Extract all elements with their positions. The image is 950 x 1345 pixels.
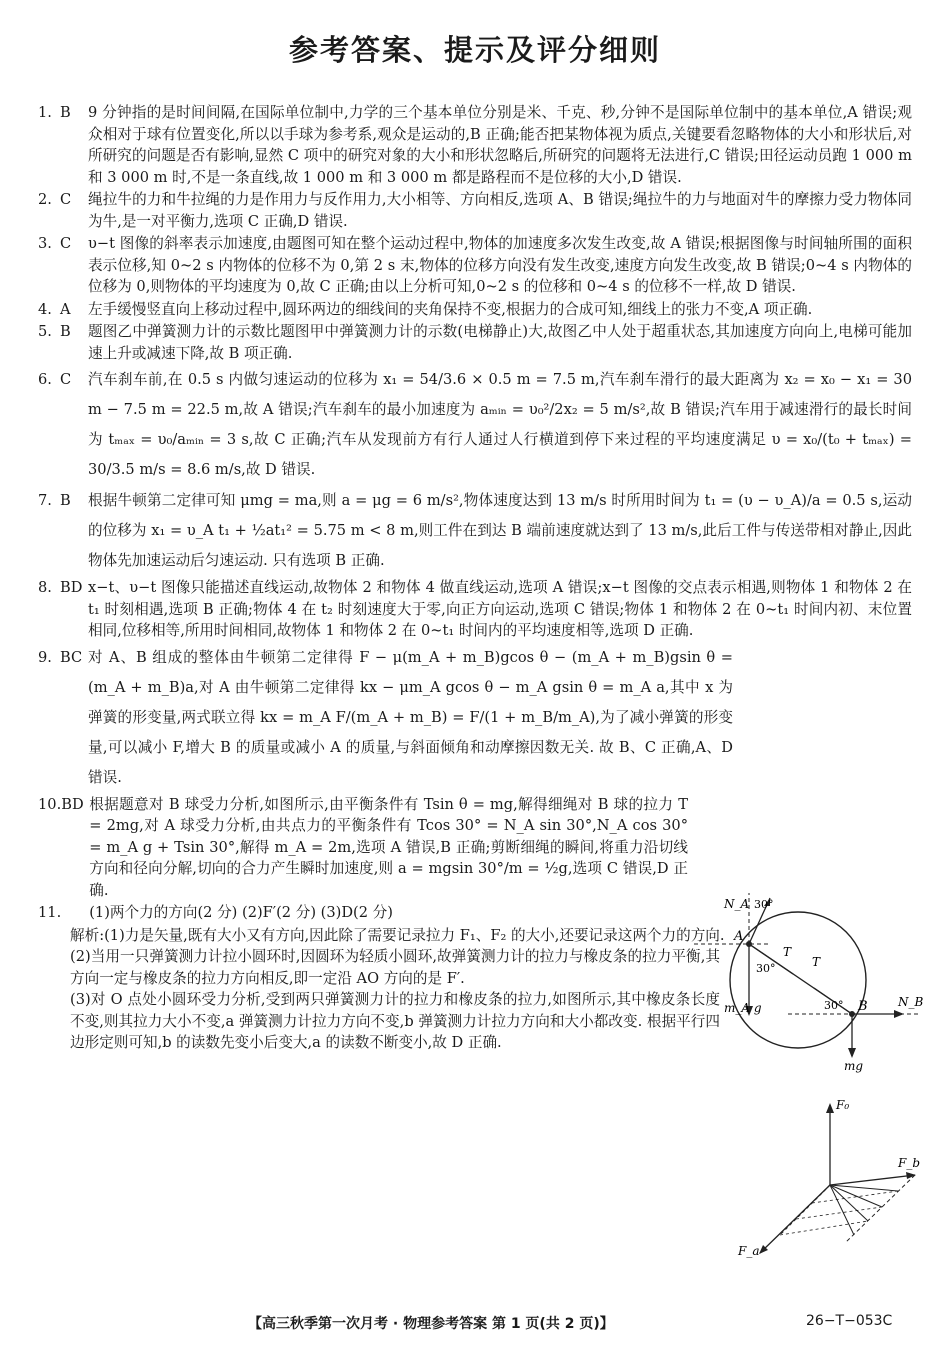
item-number: 1. bbox=[38, 104, 52, 121]
footer-code: 26−T−053C bbox=[806, 1313, 893, 1329]
item-answer: A bbox=[60, 300, 71, 318]
fb-variant-2 bbox=[830, 1185, 882, 1207]
mg-arrowhead bbox=[848, 1048, 856, 1058]
label-fb: F_b bbox=[898, 1156, 921, 1170]
label-b: B bbox=[858, 999, 868, 1014]
point-a bbox=[746, 941, 752, 947]
q11-analysis-3: (3)对 O 点处小圆环受力分析,受到两只弹簧测力计的拉力和橡皮条的拉力,如图所示,其中橡皮条长度不变,则其拉力大小不变,a 弹簧测力计拉力方向不变,b 弹簧测力计拉力方向和大小都改变. 根据平行四边形定则可知,b 的读数先变小后变大,a 的读数不断变小,故 D 正确. bbox=[70, 991, 720, 1051]
item-number: 10. bbox=[38, 795, 62, 813]
label-fa: F_a bbox=[738, 1244, 760, 1258]
fb-arrow bbox=[830, 1175, 915, 1185]
answer-item-6 bbox=[38, 365, 912, 485]
label-angle-top: 30° bbox=[754, 898, 774, 911]
item-explanation: 对 A、B 组成的整体由牛顿第二定律得 F − μ(m_A + m_B)gcos θ − (m_A + m_B)gsin θ = (m_A + m_B)a,对 A 由牛顿第二定律得 kx − μm_A gcos θ − m_A gsin θ = m_A a,其中 x 为弹簧的形变量,两式联立得 kx = m_A F/(m_A + m_B) = F/(1 + m_B/m_A),为了减小弹簧的形变量,可以减小 F,增大 B 的质量或减小 A 的质量,与斜面倾角和动摩擦因数无关. 故 B、C 正确,A、D 错误. bbox=[88, 648, 733, 786]
figure-q10-svg bbox=[688, 888, 924, 1073]
label-mag: m_A g bbox=[724, 1001, 762, 1015]
item-explanation: υ−t 图像的斜率表示加速度,由题图可知在整个运动过程中,物体的加速度多次发生改变,故 A 错误;根据图像与时间轴所围的面积表示位移,知 0~2 s 内物体的位移不为 0,第 2 s 末,物体的位移方向没有发生改变,速度方向发生改变,故 B 错误;0~4 s 内物体的位移为 0,则物体的平均速度为 0,故 C 正确;由以上分析可知,0~2 s 的位移和 0~4 s 的位移不一样,故 D 错误. bbox=[88, 235, 912, 295]
label-a: A bbox=[734, 929, 744, 944]
item-explanation: 题图乙中弹簧测力计的示数比题图甲中弹簧测力计的示数(电梯静止)大,故图乙中人处于超重状态,其加速度方向向上,电梯可能加速上升或减速下降,故 B 项正确. bbox=[88, 323, 912, 362]
item-answer: C bbox=[60, 371, 72, 388]
page-title: 参考答案、提示及评分细则 bbox=[288, 33, 661, 67]
item-number: 9. bbox=[38, 648, 52, 666]
item-number: 4. bbox=[38, 300, 52, 318]
item-answer: BD bbox=[60, 579, 83, 596]
dash-1 bbox=[812, 1191, 898, 1203]
item-explanation: 9 分钟指的是时间间隔,在国际单位制中,力学的三个基本单位分别是米、千克、秒,分钟不是国际单位制中的基本单位,A 错误;观众相对于球有位置变化,所以以手球为参考系,观众是运动的,B 正确;能否把某物体视为质点,关键要看忽略物体的大小和形状后,对所研究的问题是否有影响,显然 C 项中的研究对象的大小和形状忽略后,所研究的问题将无法进行,C 错误;田径运动员跑 1 000 m 和 3 000 m 时,不是一条直线,故 1 000 m 和 3 000 m 都是路程而不是位移的大小,D 错误. bbox=[88, 104, 912, 186]
label-angle-b: 30° bbox=[824, 999, 844, 1012]
item-explanation: 汽车刹车前,在 0.5 s 内做匀速运动的位移为 x₁ = 54/3.6 × 0.5 m = 7.5 m,汽车刹车滑行的最大距离为 x₂ = x₀ − x₁ = 30 m − 7.5 m = 22.5 m,故 A 错误;汽车刹车的最小加速度为 aₘᵢₙ = υ₀²/2x₂ = 5 m/s²,故 B 错误;汽车用于减速滑行的最长时间为 tₘₐₓ = υ₀/aₘᵢₙ = 3 s,故 C 正确;汽车从发现前方有行人通过人行横道到停下来过程的平均速度满足 υ = x₀/(t₀ + tₘₐₓ) = 30/3.5 m/s = 8.6 m/s,故 D 错误. bbox=[88, 371, 912, 478]
answer-item-1 bbox=[38, 102, 912, 188]
item-explanation: 左手缓慢竖直向上移动过程中,圆环两边的细线间的夹角保持不变,根据力的合成可知,细线上的张力不变,A 项正确. bbox=[88, 300, 813, 318]
item-number: 5. bbox=[38, 323, 52, 340]
item-explanation: x−t、υ−t 图像只能描述直线运动,故物体 2 和物体 4 做直线运动,选项 A 错误;x−t 图像的交点表示相遇,则物体 1 和物体 2 在 t₁ 时刻相遇,选项 B 正确;物体 4 在 t₂ 时刻速度大于零,向正方向运动,选项 C 错误;物体 1 和物体 2 在 0~t₁ 时间内初、末位置相同,位移相等,所用时间相同,故物体 1 和物体 2 在 0~t₁ 时间内的平均速度相等,选项 D 正确. bbox=[88, 579, 912, 639]
item-explanation: 根据题意对 B 球受力分析,如图所示,由平衡条件有 Tsin θ = mg,解得细绳对 B 球的拉力 T = 2mg,对 A 球受力分析,由共点力的平衡条件有 Tcos 30° = N_A sin 30°,N_A cos 30° = m_A g + Tsin 30°,解得 m_A = 2m,选项 A 错误,B 正确;剪断细绳的瞬间,将重力沿切线方向和径向分解,切向的合力产生瞬时加速度,则 a = mgsin 30°/m = ½g,选项 C 错误,D 正确. bbox=[89, 795, 688, 899]
item-answer: C bbox=[60, 235, 72, 252]
point-b bbox=[849, 1011, 855, 1017]
label-mg: mg bbox=[844, 1059, 864, 1073]
dash-3 bbox=[780, 1221, 868, 1235]
item-explanation: 根据牛顿第二定律可知 μmg = ma,则 a = μg = 6 m/s²,物体速度达到 13 m/s 时所用时间为 t₁ = (υ − υ_A)/a = 0.5 s,运动的位移为 x₁ = υ_A t₁ + ½at₁² = 5.75 m < 8 m,则工件在到达 B 端前速度就达到了 13 m/s,此后工件与传送带相对静止,因此物体先加速运动后匀速运动. 只有选项 B 正确. bbox=[88, 492, 912, 569]
item-explanation: (1)两个力的方向(2 分) (2)F′(2 分) (3)D(2 分) bbox=[89, 904, 393, 921]
answer-item-2 bbox=[38, 189, 912, 232]
item-number: 3. bbox=[38, 235, 52, 252]
answer-item-8 bbox=[38, 577, 912, 642]
item-number: 11. bbox=[38, 904, 62, 921]
figure-q11-svg bbox=[730, 1095, 920, 1265]
item-answer bbox=[61, 902, 89, 924]
dash-2 bbox=[796, 1207, 882, 1219]
item-explanation: 绳拉牛的力和牛拉绳的力是作用力与反作用力,大小相等、方向相反,选项 A、B 错误;绳拉牛的力与地面对牛的摩擦力受力物体同为牛,是一对平衡力,选项 C 正确,D 错误. bbox=[88, 191, 912, 230]
label-f0: F₀ bbox=[836, 1098, 850, 1112]
answer-item-9 bbox=[38, 643, 733, 793]
f0-arrowhead bbox=[826, 1103, 834, 1113]
label-nb: N_B bbox=[898, 995, 924, 1009]
item-number: 2. bbox=[38, 191, 52, 208]
answer-item-7 bbox=[38, 486, 912, 576]
label-t1: T bbox=[783, 945, 792, 959]
answer-item-4 bbox=[38, 299, 912, 321]
item-answer: B bbox=[60, 104, 71, 121]
answer-item-3 bbox=[38, 233, 912, 298]
answer-item-5 bbox=[38, 321, 912, 364]
item-answer: B bbox=[60, 492, 71, 509]
label-angle-mid: 30° bbox=[756, 962, 776, 975]
label-na: N_A bbox=[724, 897, 750, 911]
q11-analysis-2: (2)当用一只弹簧测力计拉小圆环时,因圆环为轻质小圆环,故弹簧测力计的拉力与橡皮条的拉力平衡,其方向一定与橡皮条的拉力方向相反,即一定沿 AO 方向的是 F′. bbox=[70, 948, 720, 987]
item-answer: BC bbox=[60, 648, 83, 666]
nb-arrowhead bbox=[894, 1010, 904, 1018]
circle-track bbox=[730, 912, 866, 1048]
footer-title: 【高三秋季第一次月考 · 物理参考答案 第 1 页(共 2 页)】 bbox=[248, 1316, 614, 1332]
fb-variant-4 bbox=[830, 1185, 854, 1235]
fb-variant-1 bbox=[830, 1185, 898, 1191]
answer-item-10 bbox=[38, 794, 688, 902]
figure-q10 bbox=[688, 888, 924, 1073]
item-answer: BD bbox=[61, 795, 84, 813]
item-number: 6. bbox=[38, 371, 52, 388]
figure-q11 bbox=[730, 1095, 920, 1265]
item-answer: B bbox=[60, 323, 71, 340]
item-number: 7. bbox=[38, 492, 52, 509]
q11-analysis-1: 解析:(1)力是矢量,既有大小又有方向,因此除了需要记录拉力 F₁、F₂ 的大小,还要记录这两个力的方向. bbox=[70, 926, 725, 944]
fb-variant-3 bbox=[830, 1185, 868, 1221]
label-t2: T bbox=[812, 955, 821, 969]
item-number: 8. bbox=[38, 579, 52, 596]
item-answer: C bbox=[60, 191, 72, 208]
